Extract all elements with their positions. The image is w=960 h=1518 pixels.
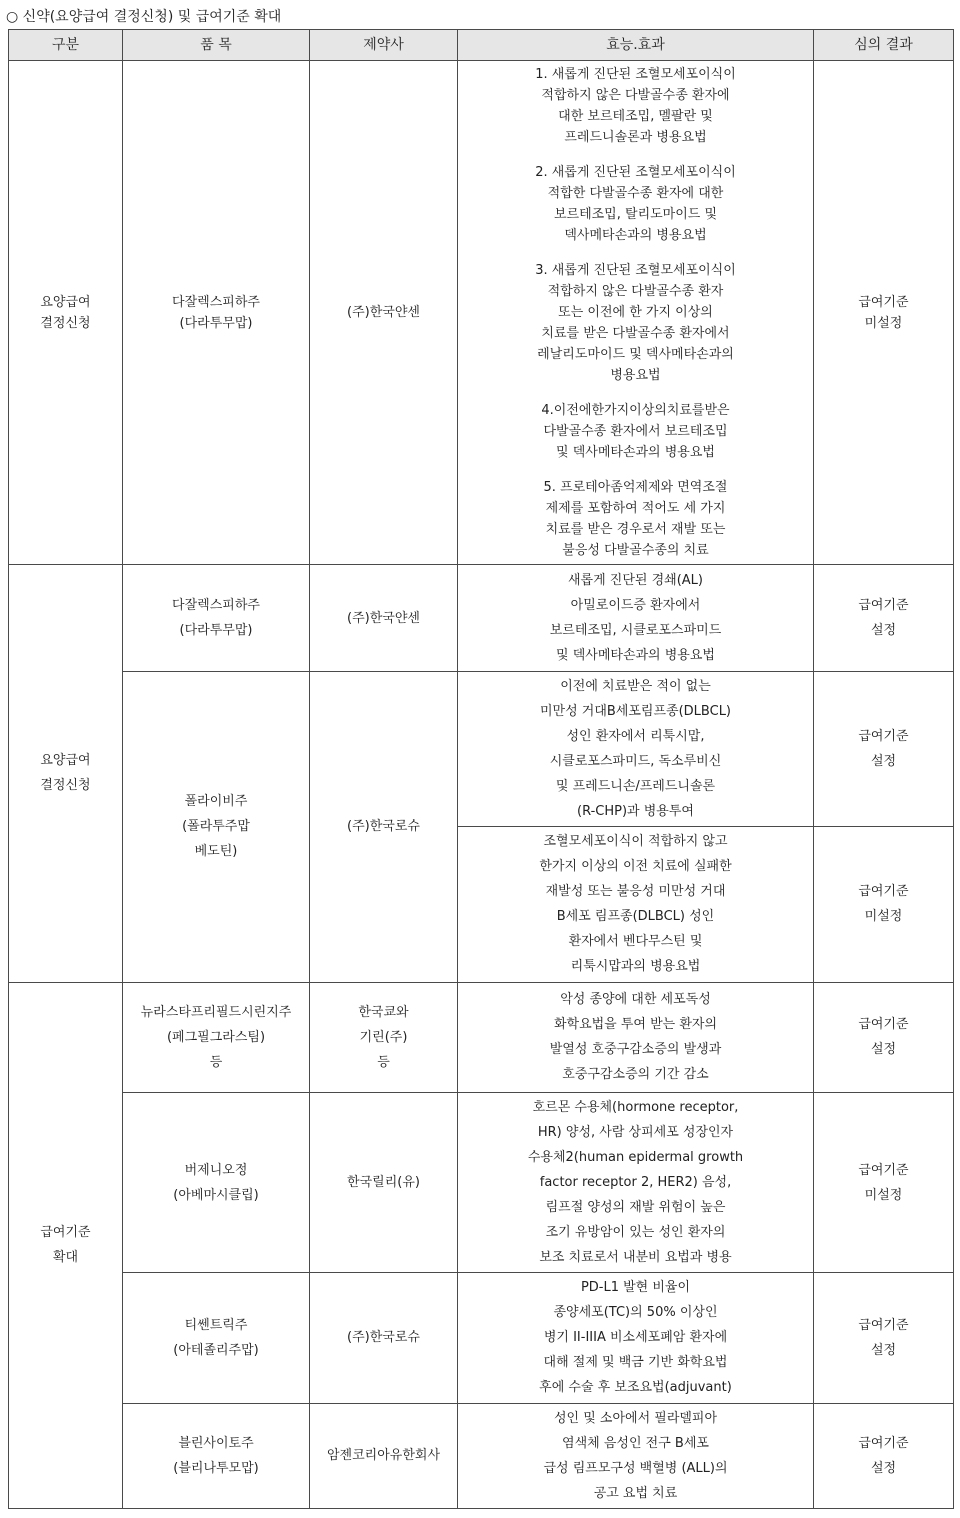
table-row (9, 1273, 954, 1403)
header-effects: 효능.효과 (458, 30, 814, 61)
result-cell: 급여기준 설정 (814, 982, 954, 1092)
header-product: 품 목 (123, 30, 310, 61)
effects-cell (458, 982, 814, 1092)
table-row (9, 565, 954, 671)
effects-cell (458, 1403, 814, 1508)
result-cell: 급여기준 미설정 (814, 1092, 954, 1272)
category-cell: 요양급여 결정신청 (9, 565, 123, 982)
result-cell: 급여기준 설정 (814, 671, 954, 826)
effect-text: 호르몬 수용체(hormone receptor, HR) 양성, 사람 상피세포 성장인자 수용체2(human epidermal growth factor receptor 2, HER2) 음성, 림프절 양성의 재발 위험이 높은 조기 유방암이 있는 성인 환자의 보조 치료로서 내분비 요법과 병용 (527, 1100, 744, 1266)
company-cell: 한국쿄와 기린(주) 등 (310, 982, 458, 1092)
table-row (9, 61, 954, 565)
product-cell: 다잘렉스피하주 (다라투무맙) (123, 61, 310, 565)
effects-cell (458, 1273, 814, 1403)
header-row (9, 30, 954, 61)
company-cell: (주)한국로슈 (310, 671, 458, 982)
product-cell: 블린사이토주 (블리나투모맙) (123, 1403, 310, 1508)
effects-cell (458, 61, 814, 565)
drug-review-table (8, 29, 954, 1509)
effects-cell (458, 565, 814, 671)
category-cell: 급여기준 확대 (9, 982, 123, 1508)
product-cell: 폴라이비주 (폴라투주맙 베도틴) (123, 671, 310, 982)
effect-text: 조혈모세포이식이 적합하지 않고 한가지 이상의 이전 치료에 실패한 재발성 또는 불응성 미만성 거대 B세포 림프종(DLBCL) 성인 환자에서 벤다무스틴 및 리툭시맙과의 병용요법 (539, 834, 732, 975)
product-cell: 다잘렉스피하주 (다라투무맙) (123, 565, 310, 671)
company-cell: (주)한국로슈 (310, 1273, 458, 1403)
result-cell: 급여기준 미설정 (814, 61, 954, 565)
category-cell: 요양급여 결정신청 (9, 61, 123, 565)
effects-cell (458, 1092, 814, 1272)
table-row (9, 1092, 954, 1272)
company-cell: (주)한국얀센 (310, 565, 458, 671)
product-cell: 버제니오정 (아베마시클립) (123, 1092, 310, 1272)
effect-text: 3. 새롭게 진단된 조혈모세포이식이 적합하지 않은 다발골수종 환자 또는 이전에 한 가지 이상의 치료를 받은 다발골수종 환자에서 레날리도마이드 및 덱사메타손과의 병용요법 (535, 263, 736, 384)
result-cell: 급여기준 미설정 (814, 827, 954, 982)
header-company: 제약사 (310, 30, 458, 61)
product-cell: 티쎈트릭주 (아테졸리주맙) (123, 1273, 310, 1403)
table-row (9, 982, 954, 1092)
company-cell: 한국릴리(유) (310, 1092, 458, 1272)
effects-cell (458, 671, 814, 826)
company-cell: (주)한국얀센 (310, 61, 458, 565)
effect-text: 이전에 치료받은 적이 없는 미만성 거대B세포림프종(DLBCL) 성인 환자에서 리툭시맙, 시클로포스파미드, 독소루비신 및 프레드니손/프레드니솔론 (R-CHP)과 병용투여 (539, 678, 732, 819)
effect-text: 4.이전에한가지이상의치료를받은 다발골수종 환자에서 보르테조밉 및 덱사메타손과의 병용요법 (541, 403, 730, 461)
effect-text: 5. 프로테아좀억제제와 면역조절 제제를 포함하여 적어도 세 가지 치료를 받은 경우로서 재발 또는 불응성 다발골수종의 치료 (543, 480, 728, 559)
table-caption: ○ 신약(요양급여 결정신청) 및 급여기준 확대 (6, 9, 282, 25)
product-cell: 뉴라스타프리필드시린지주 (페그필그라스팀) 등 (123, 982, 310, 1092)
effect-text: 성인 및 소아에서 필라델피아 염색체 음성인 전구 B세포 급성 림프모구성 백혈병 (ALL)의 공고 요법 치료 (543, 1410, 728, 1501)
company-cell: 암젠코리아유한회사 (310, 1403, 458, 1508)
result-cell: 급여기준 설정 (814, 565, 954, 671)
table-row (9, 671, 954, 826)
effects-cell (458, 827, 814, 982)
header-result: 심의 결과 (814, 30, 954, 61)
effect-text: PD-L1 발현 비율이 종양세포(TC)의 50% 이상인 병기 II-IIIA 비소세포폐암 환자에 대해 절제 및 백금 기반 화학요법 후에 수술 후 보조요법(adjuvant) (539, 1280, 732, 1396)
result-cell: 급여기준 설정 (814, 1273, 954, 1403)
effect-text: 새롭게 진단된 경쇄(AL) 아밀로이드증 환자에서 보르테조밉, 시클로포스파미드 및 덱사메타손과의 병용요법 (549, 573, 722, 664)
effect-text: 2. 새롭게 진단된 조혈모세포이식이 적합한 다발골수종 환자에 대한 보르테조밉, 탈리도마이드 및 덱사메타손과의 병용요법 (535, 165, 736, 244)
table-row (9, 1403, 954, 1508)
header-category: 구분 (9, 30, 123, 61)
effect-text: 1. 새롭게 진단된 조혈모세포이식이 적합하지 않은 다발골수종 환자에 대한 보르테조밉, 멜팔란 및 프레드니솔론과 병용요법 (535, 67, 736, 146)
effect-text: 악성 종양에 대한 세포독성 화학요법을 투여 받는 환자의 발열성 호중구감소증의 발생과 호중구감소증의 기간 감소 (549, 992, 722, 1083)
result-cell: 급여기준 설정 (814, 1403, 954, 1508)
